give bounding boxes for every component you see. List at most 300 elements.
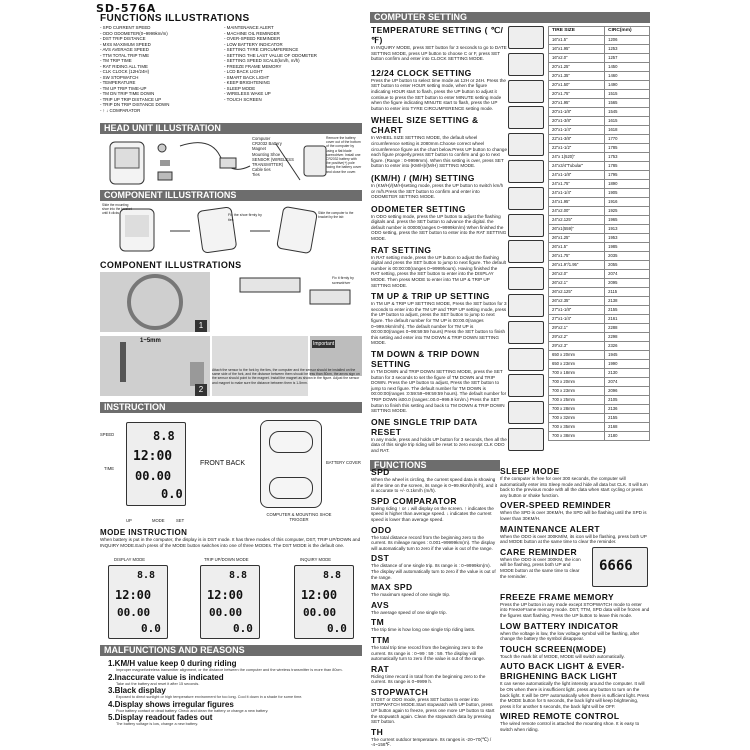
malfunction-reason: Exposed to direct sunlight or high temperature environment for too long. Cool it down in a shade for some time.: [116, 695, 303, 700]
function-list-item: - TOUCH SCREEN: [224, 96, 262, 102]
function-heading: FREEZE FRAME MEMORY: [500, 591, 615, 602]
tire-size-chart: [548, 26, 650, 441]
function-heading: SLEEP MODE: [500, 466, 560, 476]
circ-cell: 2115: [605, 288, 650, 297]
tire-row: [549, 315, 650, 324]
mode-label[interactable]: MODE: [152, 518, 165, 523]
circ-cell: 1785: [605, 162, 650, 171]
circ-cell: 1985: [605, 243, 650, 252]
lcd-speed: 8.8: [229, 570, 248, 581]
setting-lcd-thumbnail: [508, 348, 544, 371]
function-heading: WIRED REMOTE CONTROL: [500, 711, 620, 722]
setting-text: In any mode, press and holds UP button for 3 seconds, then all the data of this single trip riding will be reset to zero except CLK ODO and RAT.: [371, 436, 507, 453]
setting-heading: WHEEL SIZE SETTING & CHART: [371, 115, 479, 136]
tire-size-cell: 24"x2.00": [549, 207, 605, 216]
lcd-speed: 8.8: [153, 429, 175, 443]
care-lcd-value: 6666: [599, 557, 633, 574]
function-list-item: - SETTING SPEED SCALE(km/h, m/h): [224, 58, 300, 63]
tire-size-cell: 24"x2.125": [549, 216, 605, 225]
tire-size-cell: 700 x 32mm: [549, 414, 605, 423]
function-heading: SPD COMPARATOR: [371, 495, 457, 506]
tire-size-cell: 700 x 18mm: [549, 369, 605, 378]
function-list-item: - SPD CURRENT SPEED: [100, 25, 151, 30]
tire-size-cell: 22"x1-3/8": [549, 135, 605, 144]
circ-cell: 1965: [605, 216, 650, 225]
care-lcd: [592, 547, 648, 587]
circ-cell: 2074: [605, 378, 650, 387]
function-list-item: - RAT RIDING ALL TIME: [100, 63, 148, 69]
tire-row: [549, 261, 650, 270]
tire-row: [549, 324, 650, 333]
tire-row: [549, 135, 650, 144]
tire-row: [549, 99, 650, 108]
tire-size-cell: 16"x2.0": [549, 54, 605, 63]
function-heading: OVER-SPEED REMINDER: [500, 500, 612, 511]
function-heading: TH: [371, 726, 384, 737]
fix-note: Fix the shoe firmly by ties: [228, 213, 262, 223]
inquiry-mode-label: INQUIRY MODE: [300, 557, 332, 562]
setting-text: In INQUIRY MODE, press SET button for 3 seconds to go to DATE SETTING MODE, press UP button to choose C or F, press SET button confirm and enter into CLOCK SETTING MODE.: [371, 45, 507, 62]
setting-text: In WHEEL SIZE SETTING MODE, the default wheel circumference setting is 2080mm.Choose correct wheel circumference figure as the chart below.Press UP button to change each figure properly.press SET button to confirm and go to next figure. (Range : 0-9999mm). When this setting is over, press SET button to enter into (KM/H)/(M/H) SETTING MODE.: [371, 135, 508, 169]
component-mount-illustration: [100, 272, 362, 400]
circ-cell: 1450: [605, 63, 650, 72]
function-list-item: - SMART BACK LIGHT: [224, 74, 270, 80]
functions-illustrations-title: FUNCTIONS ILLUSTRATIONS: [100, 13, 250, 24]
function-text: The trip time is how long one single trip riding lasts.: [371, 627, 476, 633]
tire-row: [549, 414, 650, 423]
tire-row: [549, 81, 650, 90]
tire-row: [549, 162, 650, 171]
tire-row: [549, 396, 650, 405]
circ-cell: 1990: [605, 360, 650, 369]
function-list-item: - DST TRIP DISTANCE: [100, 36, 146, 41]
tire-row: [549, 108, 650, 117]
function-list-item: - KEEP BRIGHTENING: [224, 80, 271, 85]
circ-cell: 1460: [605, 72, 650, 81]
function-text: If the computer is free for over 300 seconds, the computer will automatically enter into Sleep mode and hide all data but CLK. It will turn back to the previous mode with all the data when start cycling or press any button or shake function.: [500, 476, 648, 498]
function-list-item: - ODO ODOMETER(0~9999km/m): [100, 30, 168, 36]
function-heading: MAINTENANCE ALERT: [500, 523, 600, 534]
circ-cell: 1795: [605, 171, 650, 180]
tire-size-cell: 24"x1.95": [549, 198, 605, 207]
circ-cell: 1945: [605, 351, 650, 360]
tire-row: [549, 90, 650, 99]
circ-cell: 2055: [605, 261, 650, 270]
step-2-badge: 2: [195, 384, 207, 396]
lcd-trip: 0.0: [141, 622, 161, 635]
battery-cover-icon: [269, 431, 313, 453]
tire-size-cell: 650 x 20mm: [549, 351, 605, 360]
setting-heading: (KM/H) / (M/H) SETTING: [371, 172, 475, 183]
tire-row: [549, 342, 650, 351]
part-label: Cable ties: [252, 167, 271, 173]
tire-size-cell: 29"x2.1": [549, 324, 605, 333]
tire-row: [549, 216, 650, 225]
circ-cell: 2035: [605, 252, 650, 261]
back-view: [260, 420, 322, 508]
tire-size-cell: 24"x1-1/4": [549, 189, 605, 198]
circ-cell: 1565: [605, 99, 650, 108]
functions-left-col: [371, 466, 497, 748]
up-label[interactable]: UP: [126, 518, 132, 523]
tire-row: [549, 72, 650, 81]
circ-cell: 1253: [605, 45, 650, 54]
tire-row: [549, 306, 650, 315]
setting-heading: ONE SINGLE TRIP DATA RESET: [371, 416, 478, 437]
tire-row: [549, 144, 650, 153]
tire-row: [549, 63, 650, 72]
function-text: In DST or ODO mode, press SET button to enter into STOPWATCH MODE.Start stopwatch with UP button, press UP button again to freeze, press one more UP button to start the stopwatch again. Clean the stopwatch data by pressing SET button.: [371, 696, 495, 725]
tire-size-cell: 26"x2.35": [549, 297, 605, 306]
tire-row: [549, 117, 650, 126]
speed-label: SPEED: [100, 432, 115, 437]
setting-lcd-thumbnail: [508, 106, 544, 129]
tire-size-cell: 20"x1.95": [549, 99, 605, 108]
function-heading: TOUCH SCREEN(MODE): [500, 643, 607, 654]
tire-size-cell: 26"x1.75": [549, 252, 605, 261]
function-list-item: - TTM TOTAL TRIP TIME: [100, 52, 150, 58]
setting-heading: TM DOWN & TRIP DOWN SETTING: [371, 348, 480, 369]
head-unit-drawing: [100, 136, 362, 188]
circ-cell: 1618: [605, 126, 650, 135]
malfunction-reason: Poor battery contact or dead battery. Check and clean the battery or change a new battery.: [116, 708, 269, 713]
tire-size-cell: 26"x1.25": [549, 234, 605, 243]
functions-right-col: [500, 466, 650, 732]
malfunction-heading: 5.Display readout fades out: [108, 713, 213, 723]
head-unit-bar: HEAD UNIT ILLUSTRATION: [100, 123, 362, 134]
circ-cell: 1953: [605, 234, 650, 243]
setting-text: In (KM/H)/(M/H)setting mode, press the UP button to switch km/h or m/h.Press the SET button to confirm and enter into ODOMETER SETTING MODE.: [371, 182, 504, 200]
setting-text: Press the UP button to select time mode as 12H or 24H. Press the SET button to enter HOUR setting mode, when the figure indicating HOUR start to flash, press the UP button to adjust it continue to press the SET button to enter MINUTE setting mode when the figure indicating MINUTE start to flash, press the UP button to enter into TYRE CIRCUMFERENCE setting mode.: [371, 77, 506, 111]
function-list-item: - WIRELESS WAKE UP: [224, 91, 271, 96]
tire-size-cell: 26"x2.0": [549, 270, 605, 279]
shoe-trigger-icon: [269, 477, 313, 499]
function-heading: TM: [371, 617, 385, 628]
function-heading: AUTO BACK LIGHT & EVER-BRIGHENING BACK LIGHT: [500, 661, 625, 682]
function-list-item: - TRIP DN TRIP DISTANCE DOWN: [100, 102, 170, 107]
function-list-item: - LOW BATTERY INDICATOR: [224, 41, 283, 47]
important-badge: Important: [313, 341, 335, 347]
function-text: It can sense automatically the light intensity around the computer. It will be ON when there is insufficient light. press any button to turn on the back light. It will be OFF automatically when there is sufficient light. Press the MODE button for 5 seconds, the back light will keep brightening, press it for another 5 seconds, the back light will be OFF.: [500, 681, 650, 709]
tire-row: [549, 405, 650, 414]
tire-row: [549, 288, 650, 297]
setting-lcd-thumbnail: [508, 321, 544, 344]
display-modes-row: [100, 557, 362, 641]
function-list-item: - MACHINE OIL REMINDER: [224, 30, 280, 36]
tire-row: [549, 180, 650, 189]
function-text: When the wheel is circling, the current speed data is showing all the time on the screen, its range is 0~99.9km/h(m/h), and it is accurate to +/- 0.1km/h (m/h).: [371, 477, 498, 494]
tire-size-cell: 700 x 35mm: [549, 423, 605, 432]
tire-size-cell: 700 x 23mm: [549, 387, 605, 396]
circ-cell: 2180: [605, 432, 650, 441]
circ-cell: 2155: [605, 414, 650, 423]
circ-header: CIRC(mm): [605, 27, 650, 36]
function-list-item: - SETTING TYRE CIRCUMFERENCE: [224, 47, 299, 52]
step-1-badge: 1: [195, 320, 207, 332]
circ-cell: 2105: [605, 396, 650, 405]
function-list-item: - LCD BACK LIGHT: [224, 69, 263, 74]
tire-size-cell: 20"x1.75": [549, 90, 605, 99]
function-list-item: - SLEEP MODE: [224, 85, 256, 91]
battery-note: Remove the battery cover out of the bottom of the computer by using a flat blade screwdriver. Install one CR2032 battery with the positive(+) pole facing the battery cover and close the cover.: [326, 136, 362, 174]
setting-lcd-thumbnail: [508, 187, 544, 210]
tire-row: [549, 333, 650, 342]
lcd-speed: 8.8: [323, 570, 342, 581]
function-list-item: - MXS MAXIMUM SPEED: [100, 41, 151, 47]
tire-size-cell: 16"x1.5": [549, 36, 605, 45]
setting-heading: 12/24 CLOCK SETTING: [371, 67, 472, 78]
display-mode-lcd: [108, 565, 168, 639]
lcd-distance: 00.00: [303, 606, 337, 619]
malfunction-heading: 3.Black display: [108, 686, 166, 696]
tire-size-cell: 26"x2.1": [549, 279, 605, 288]
time-label: TIME: [104, 466, 115, 471]
lcd-trip: 0.0: [161, 487, 183, 501]
head-unit-illustration: [100, 136, 362, 188]
function-list-item: - MAINTENANCE ALERT: [224, 25, 274, 30]
setting-lcd-thumbnail: [508, 401, 544, 424]
function-text: Riding time record in total from the beginning zero to the current. Its range is 0~9999 h.: [371, 673, 486, 685]
malfunction-reason: The battery voltage is low, change a new battery.: [116, 722, 199, 727]
function-list-right: [224, 25, 364, 102]
tire-row: [549, 378, 650, 387]
setting-lcd-thumbnail: [508, 428, 544, 451]
function-text: During riding ↑ or ↓ will display on the screen. ↑ indicates the speed is higher than average speed. ↓ indicates the current speed is lower than average speed.: [371, 505, 494, 522]
setting-lcd-thumbnail: [508, 240, 544, 263]
lcd-distance: 00.00: [209, 606, 243, 619]
lcd-clock: 12:00: [133, 449, 173, 464]
function-heading: AVS: [371, 599, 390, 610]
tire-row: [549, 36, 650, 45]
function-list-item: - OVER-SPEED REMINDER: [224, 36, 281, 41]
setting-lcd-thumbnail: [508, 374, 544, 397]
setting-text: In RAT setting mode, press the UP button to adjust the flashing digital and press the SET button to jump to next figure. The default number is 00:00:00(ranges 0~9999hours). Having finished the RAT setting, press the SET button to enter into the DISPLAY MODE. Then press MODE to enter into TM UP & TRIP UP SETTING MODE.: [371, 254, 506, 288]
tire-row: [549, 252, 650, 261]
circ-cell: 1206: [605, 36, 650, 45]
function-text: When the SPD is over 30KM/H, the SPD will be flashing until the SPD is lower than 30KM/H.: [500, 510, 647, 521]
tire-size-cell: 26"x2.125": [549, 288, 605, 297]
function-text: The total trip time record from the beginning zero to the current. Its range is : 0~99 : 59 : 59. The display will automatically turn to zero if the value is out of the range.: [371, 644, 486, 662]
function-list-item: - TRIP UP TRIP DISTANCE UP: [100, 96, 162, 102]
trip-mode-lcd: [200, 565, 260, 639]
function-text: The maximum speed of one single trip.: [371, 592, 451, 598]
setting-heading: ODOMETER SETTING: [371, 203, 466, 214]
malfunction-reason: Take out the battery and reset it after 15 seconds.: [116, 681, 200, 686]
lcd-distance: 00.00: [135, 469, 172, 483]
circ-cell: 2138: [605, 297, 650, 306]
function-list-item: - ↑ ↓ COMPARATOR: [100, 107, 141, 113]
lcd-clock: 12:00: [301, 588, 338, 602]
setting-lcd-thumbnail: [508, 294, 544, 317]
function-heading: CARE REMINDER: [500, 546, 577, 557]
function-text: When the ODO is over 300KM/M, its icon will be flashing, press both UP and MODE button at the same time to clear the reminder.: [500, 533, 647, 545]
function-text: The total distance record from the beginning zero to the current. Its mileage ranges : 0.001~99999km(m). The display will automatically turn to zero if the value is out of the range.: [371, 534, 496, 551]
tire-size-cell: 26"x1.5": [549, 243, 605, 252]
circ-cell: 2168: [605, 423, 650, 432]
slide-note: Slide the mounting shoe into the bracket until it clicks: [102, 203, 132, 215]
insert-note: Slide the computer to the bracket by the tab: [318, 211, 354, 219]
circ-cell: 1545: [605, 108, 650, 117]
setting-heading: TEMPERATURE SETTING ( ℃/ ℉): [371, 25, 504, 45]
function-text: Touch the mark bit of MODE, MODE will switch automatically.: [500, 653, 625, 659]
tire-row: [549, 189, 650, 198]
tire-size-cell: 16"x1.95": [549, 45, 605, 54]
circ-cell: 1905: [605, 189, 650, 198]
functions-bar: FUNCTIONS: [370, 460, 500, 471]
function-heading: LOW BATTERY INDICATOR: [500, 620, 619, 631]
setting-lcd-thumbnail: [508, 53, 544, 76]
instruction-illustration: [100, 416, 362, 526]
tire-row: [549, 126, 650, 135]
setting-lcd-thumbnail: [508, 267, 544, 290]
tire-size-cell: 29"x2.3": [549, 342, 605, 351]
tire-table: [548, 26, 650, 441]
malfunction-reason: Improper magnet/wireless transmitter alignment, or the distance between the computer and the wireless transmitter is more than 80cm.: [116, 668, 343, 672]
tire-size-cell: 700 x 38mm: [549, 432, 605, 441]
function-list-item: - FREEZE FRAME MEMORY: [224, 63, 282, 69]
setting-lcd-thumbnail: [508, 80, 544, 103]
sensor-note: Attach the sensor to the fork by the ties, the computer and the sensor should be installed on the same side of the fork, and the distance between them should be less than 80cm, the arrow sign on the sensor should point to the magnet. Install the magnet as shown in the figure. Adjust the sensor and magnet to make sure the distance between them is 1-5mm.: [212, 368, 360, 385]
circ-cell: 2136: [605, 405, 650, 414]
tire-size-cell: 22"x1-1/2": [549, 144, 605, 153]
circ-cell: 1916: [605, 198, 650, 207]
tire-row: [549, 207, 650, 216]
malfunction-list: [108, 659, 358, 727]
tire-size-cell: 20"x1-3/8": [549, 117, 605, 126]
tire-row: [549, 45, 650, 54]
function-text: When the ODO is over 300KM, the icon will be flashing, press both UP and MODE button at the same time to clear the reminder.: [500, 556, 581, 579]
battery-cover-label: BATTERY COVER: [326, 460, 361, 465]
circ-cell: 1515: [605, 90, 650, 99]
function-list-item: - TEMPERATURE: [100, 80, 136, 85]
function-heading: DST: [371, 553, 390, 564]
circ-cell: 1753: [605, 153, 650, 162]
setting-heading: RAT SETTING: [371, 244, 432, 255]
lcd-clock: 12:00: [115, 588, 152, 602]
tire-row: [549, 360, 650, 369]
part-label: CR2032 Battery: [252, 141, 282, 147]
function-list-item: - TM UP TRIP TIME-UP: [100, 85, 147, 91]
function-list-item: - TM TRIP TIME: [100, 58, 132, 63]
circ-cell: 1615: [605, 117, 650, 126]
function-text: The distance of one single trip. Its range is : 0~9999km(m). The display will automatically turn to zero if the value is out of the range.: [371, 563, 496, 580]
malfunction-heading: 2.Inaccurate value is indicated: [108, 672, 224, 682]
lcd-trip: 0.0: [327, 622, 347, 635]
tire-row: [549, 387, 650, 396]
malfunctions-bar: MALFUNCTIONS AND REASONS: [100, 645, 362, 656]
malfunction-heading: 1.KM/H value keep 0 during riding: [108, 659, 237, 668]
front-lcd: [126, 422, 186, 506]
tire-size-cell: 29"x2.2": [549, 333, 605, 342]
function-list-item: - TM DN TRIP TIME DOWN: [100, 91, 155, 96]
function-text: The current outdoor temperature. Its ranges is -20~70(℃) / -4~158℉.: [371, 736, 492, 748]
function-heading: RAT: [371, 663, 390, 674]
tire-row: [549, 423, 650, 432]
model-title: SD-576A: [96, 2, 157, 15]
function-heading: STOPWATCH: [371, 686, 429, 697]
part-label: Computer: [252, 136, 271, 141]
tire-row: [549, 153, 650, 162]
circ-cell: 2298: [605, 333, 650, 342]
circ-cell: 2130: [605, 369, 650, 378]
tire-row: [549, 270, 650, 279]
tire-row: [549, 234, 650, 243]
function-list-item: - AVS AVERAGE SPEED: [100, 47, 149, 52]
function-list-item: - CLK CLOCK (12H/24H): [100, 69, 150, 74]
circ-cell: 2161: [605, 315, 650, 324]
setting-lcd-thumbnail: [508, 160, 544, 183]
distance-label: 1~5mm: [140, 338, 161, 344]
mode-instruction-text: When battery is put in the computer, the display is in DST mode. It has three modes of this computer, DST, TRIP UP/DOWN and INQUIRY MODE.Each press of the MODE button switches into one of three MODEs. The DST MODE is the default one.: [100, 537, 361, 548]
tire-size-cell: 700 x 28mm: [549, 405, 605, 414]
part-label: Magnet: [252, 146, 266, 152]
function-list-left: [100, 25, 220, 113]
component-title-2: COMPONENT ILLUSTRATIONS: [100, 260, 242, 270]
function-heading: SPD: [371, 467, 390, 477]
tire-row: [549, 279, 650, 288]
tire-row: [549, 243, 650, 252]
set-label[interactable]: SET: [176, 518, 185, 523]
lcd-distance: 00.00: [117, 606, 151, 619]
lcd-speed: 8.8: [137, 570, 156, 581]
mode-instruction-title: MODE INSTRUCTION: [100, 528, 188, 537]
trip-mode-label: TRIP UP/DOWN MODE: [204, 557, 249, 562]
circ-cell: 1913: [605, 225, 650, 234]
setting-lcd-thumbnail: [508, 214, 544, 237]
setting-lcd-strip: [508, 26, 546, 456]
wrench-note: Fix it firmly by screwdriver: [332, 276, 354, 286]
tire-size-cell: 24"x1.75": [549, 180, 605, 189]
function-list-item: - SW STOPWATCH: [100, 74, 139, 80]
function-text: Press the UP button in any mode except STOPWATCH mode to enter into FreezeFrame memory mode. DST, TTM, SPD data will be frozen and the figures start flashing. Press the UP button to leave this mode.: [500, 601, 650, 618]
part-label: Mounting Shoe: [252, 151, 281, 157]
function-text: The average speed of one single trip.: [371, 609, 447, 615]
component-bar: COMPONENT ILLUSTRATIONS: [100, 190, 362, 201]
function-heading: MAX SPD: [371, 582, 413, 593]
setting-sections: [371, 24, 507, 454]
tire-size-cell: 26"x1(559)": [549, 225, 605, 234]
tire-size-cell: 700 x 20mm: [549, 378, 605, 387]
setting-text: In TM UP & TRIP UP SETTING MODE, Press the SET button for 3 seconds to enter into the TM UP and TRIP UP setting mode, press the UP button to adjust, press the SET button to jump to next figure. The default number for TM UP is 00:00.0(ranges 0~999.9km/m/h). The default number for TM UP is 00:00:00(ranges 0~99:59:59 hours) Press the SET button to finish this setting and enter into TM DOWN & TRIP DOWN SETTING MODE.: [371, 301, 507, 346]
setting-text: In TM DOWN and TRIP DOWN SETTING MODE, press the SET button for 3 seconds to set the figure of TM DOWN and TRIP DOWN. Press the UP button to adjust, Press the SET button to jump to next figure. The default number for TM DOWN is 00:00:00(ranges :0:59:59~99:59:59 hours). The default number for TRIP DOWN is00.0 (ranges:.00.0~999.9 km/m.) Press the SET button to finish this setting and back to TM DOWN & TRIP DOWN SETTING MODE.: [371, 368, 507, 414]
tire-size-cell: 20"x1.25": [549, 63, 605, 72]
lcd-clock: 12:00: [207, 588, 244, 602]
tire-row: [549, 171, 650, 180]
circ-cell: 1257: [605, 54, 650, 63]
part-label: Ties: [252, 172, 260, 178]
setting-lcd-thumbnail: [508, 133, 544, 156]
tire-row: [549, 225, 650, 234]
tire-row: [549, 351, 650, 360]
instruction-bar: INSTRUCTION: [100, 402, 362, 413]
circ-cell: 2326: [605, 342, 650, 351]
tire-row: [549, 369, 650, 378]
circ-cell: 2155: [605, 306, 650, 315]
tire-row: [549, 198, 650, 207]
circ-cell: 1770: [605, 135, 650, 144]
setting-lcd-thumbnail: [508, 26, 544, 49]
tire-size-cell: 650 x 23mm: [549, 360, 605, 369]
malfunction-heading: 4.Display shows irregular figures: [108, 699, 234, 709]
function-text: when the voltage is low, the low voltage symbol will be flashing, after change the battery the symbol disappear.: [500, 630, 640, 642]
tire-size-cell: 24"x3/4"Tubular": [549, 162, 605, 171]
tire-size-cell: 24"x 1(520)": [549, 153, 605, 162]
tire-row: [549, 297, 650, 306]
front-back-label: FRONT BACK: [200, 460, 245, 467]
tire-size-cell: 27"x1-1/4": [549, 315, 605, 324]
tire-size-cell: 27"x1-1/8": [549, 306, 605, 315]
tire-size-cell: 26"x1.9"/1.95": [549, 261, 605, 270]
